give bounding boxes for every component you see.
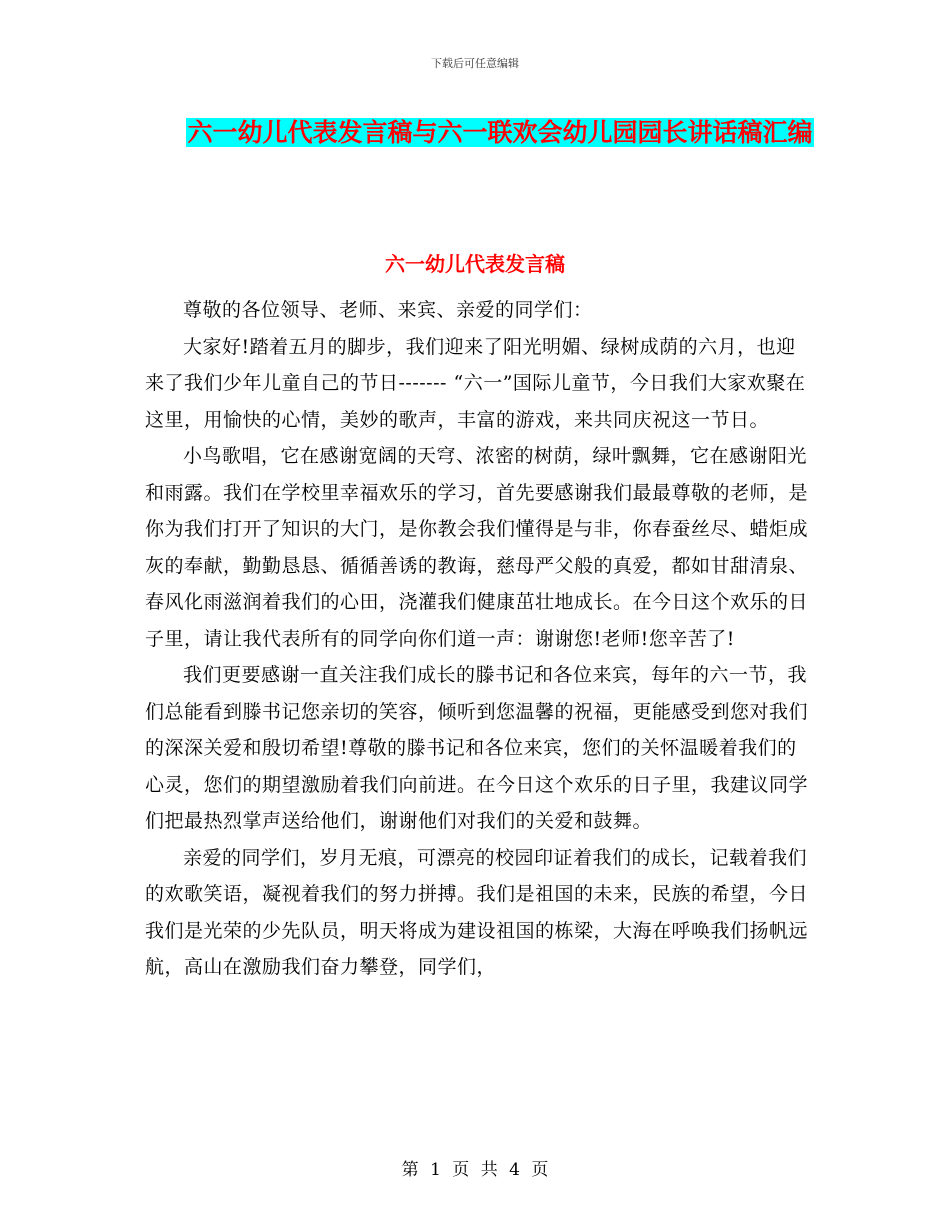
paragraph: 我们更要感谢一直关注我们成长的滕书记和各位来宾，每年的六一节，我们总能看到滕书记您亲切的笑容，倾听到您温馨的祝福，更能感受到您对我们的深深关爱和殷切希望!尊敬的滕书记和各位来宾，您们的关怀温暖着我们的心灵，您们的期望激励着我们向前进。在今日这个欢乐的日子里，我建议同学们把最热烈掌声送给他们，谢谢他们对我们的关爱和鼓舞。 (145, 664, 809, 832)
paragraph-salutation: 尊敬的各位领导、老师、来宾、亲爱的同学们： (183, 299, 593, 321)
document-title (140, 110, 860, 156)
page-header-note: 下载后可任意编辑 (431, 57, 519, 70)
paragraph: 亲爱的同学们，岁月无痕，可漂亮的校园印证着我们的成长，记载着我们的欢歌笑语，凝视着我们的努力拼搏。我们是祖国的未来，民族的希望，今日我们是光荣的少先队员，明天将成为建设祖国的栋梁，大海在呼唤我们扬帆远航，高山在激励我们奋力攀登，同学们， (145, 846, 809, 978)
document-body (145, 292, 815, 986)
document-title-text: 六一幼儿代表发言稿与六一联欢会幼儿园园长讲话稿汇编 (187, 118, 813, 147)
paragraph: 小鸟歌唱，它在感谢宽阔的天穹、浓密的树荫，绿叶飘舞，它在感谢阳光和雨露。我们在学校里幸福欢乐的学习，首先要感谢我们最最尊敬的老师，是你为我们打开了知识的大门，是你教会我们懂得是与非，你春蚕丝尽、蜡炬成灰的奉献，勤勤恳恳、循循善诱的教诲，慈母严父般的真爱，都如甘甜清泉、春风化雨滋润着我们的心田，浇灌我们健康茁壮地成长。在今日这个欢乐的日子里，请让我代表所有的同学向你们道一声：谢谢您!老师!您辛苦了! (145, 445, 809, 650)
page-number-footer: 第 1 页 共 4 页 (401, 1160, 549, 1180)
paragraph: 大家好!踏着五月的脚步，我们迎来了阳光明媚、绿树成荫的六月，也迎来了我们少年儿童自己的节日------- “六一”国际儿童节，今日我们大家欢聚在这里，用愉快的心情，美妙的歌声，丰富的游戏，来共同庆祝这一节日。 (145, 335, 806, 431)
section-title: 六一幼儿代表发言稿 (385, 252, 565, 276)
